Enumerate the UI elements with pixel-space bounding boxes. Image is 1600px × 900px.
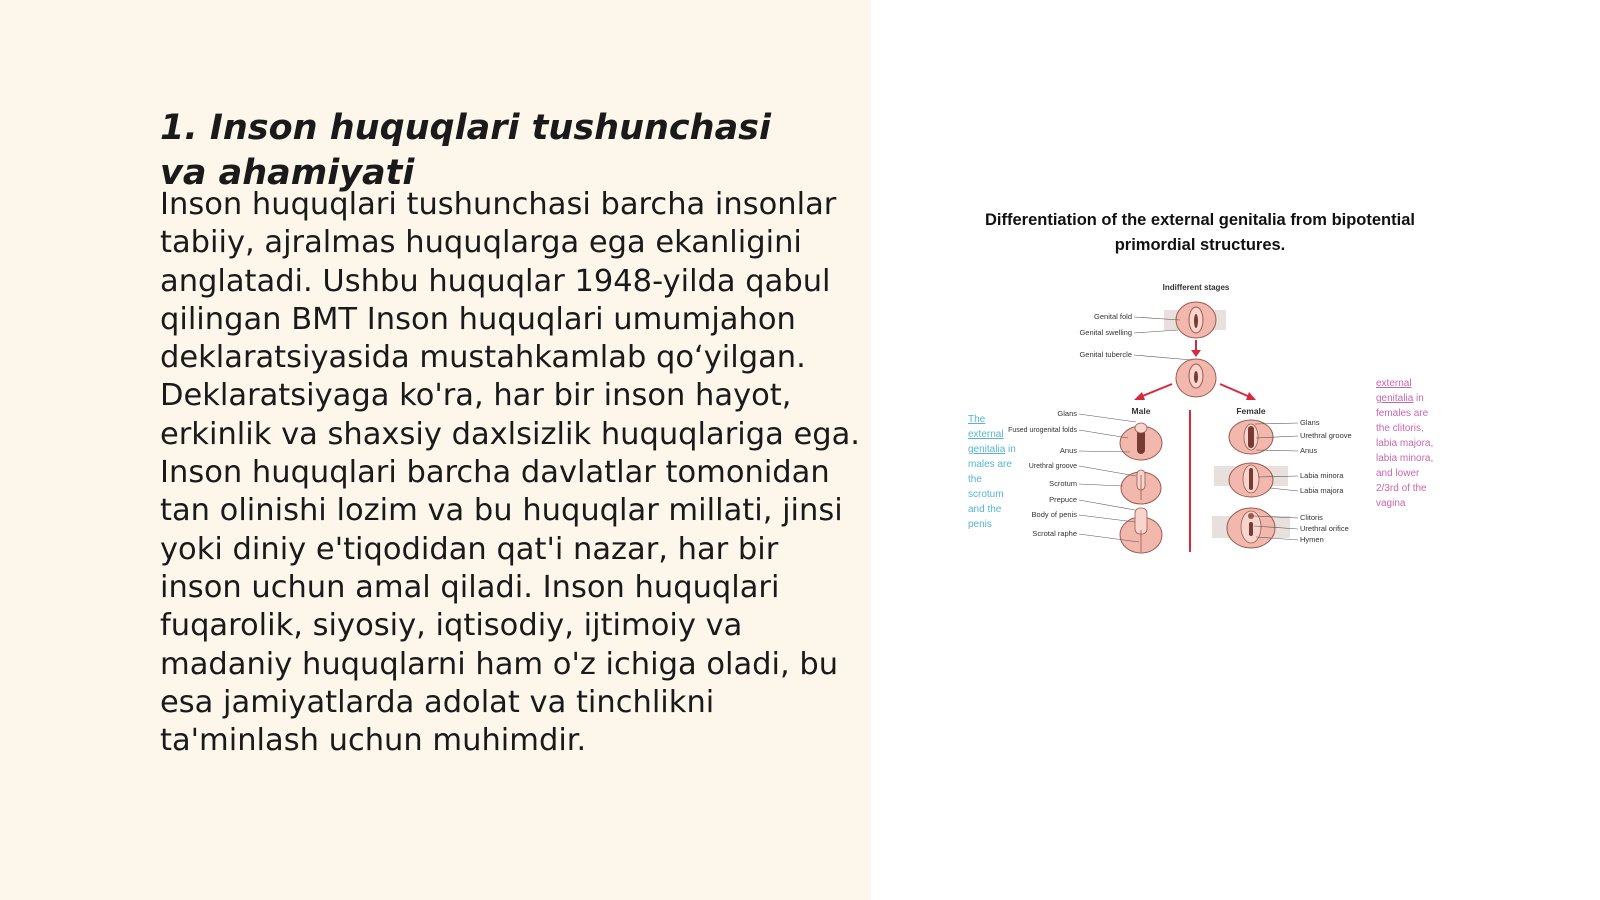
male-label-scrotal-raphe: Scrotal raphe (1032, 529, 1077, 538)
figure-title: Differentiation of the external genitalia from bipotential primordial structures. (985, 211, 1415, 254)
label-genital-tubercle: Genital tubercle (1079, 350, 1132, 359)
male-stage-3 (1120, 508, 1162, 553)
female-stage-2 (1214, 463, 1288, 497)
male-label-urethral-groove: Urethral groove (1028, 463, 1077, 470)
female-side-note (1376, 376, 1436, 511)
male-label-fused-urogenital-folds: Fused urogenital folds (1008, 427, 1077, 434)
female-label-anus: Anus (1300, 446, 1318, 455)
slide-title: 1. Inson huquqlari tushunchasi va ahamiyati (160, 108, 772, 193)
female-heading: Female (1236, 406, 1266, 416)
male-stage-2 (1121, 470, 1161, 504)
female-stage-1 (1229, 420, 1273, 454)
male-label-prepuce: Prepuce (1049, 495, 1077, 504)
male-note-text: in males are the scrotum and the penis (968, 444, 1016, 530)
male-labels (1008, 409, 1139, 542)
label-genital-fold: Genital fold (1094, 312, 1132, 321)
female-stage-3 (1212, 508, 1290, 548)
female-label-urethral-groove: Urethral groove (1300, 431, 1352, 440)
female-label-glans: Glans (1300, 418, 1320, 427)
male-label-glans: Glans (1057, 409, 1077, 418)
stage-label: Indifferent stages (1162, 283, 1230, 292)
male-label-body-of-penis: Body of penis (1031, 510, 1077, 519)
female-label-labia-majora: Labia majora (1300, 486, 1344, 495)
indifferent-stage-top (1164, 302, 1226, 338)
label-genital-swelling: Genital swelling (1079, 328, 1132, 337)
male-note-link[interactable]: The external genitalia (968, 414, 1006, 455)
female-note-text: in females are the clitoris, labia majora, labia minora, and lower 2/3rd of the vagina (1376, 393, 1434, 509)
female-label-clitoris: Clitoris (1300, 513, 1323, 522)
female-note-link[interactable]: external genitalia (1376, 378, 1414, 404)
male-side-note (968, 412, 1020, 532)
male-label-anus: Anus (1059, 446, 1077, 455)
female-label-urethral-orifice: Urethral orifice (1300, 524, 1349, 533)
indifferent-stage-bottom (1176, 359, 1216, 397)
female-label-hymen: Hymen (1300, 535, 1324, 544)
slide-body-text: Inson huquqlari tushunchasi barcha insonlar tabiiy, ajralmas huquqlarga ega ekanligini anglatadi. Ushbu huquqlar 1948-yilda qabul qilingan BMT Inson huquqlari umumjahon deklaratsiyasida mustahkamlab qo‘yilgan. Deklaratsiyaga ko'ra, har bir inson hayot, erkinlik va shaxsiy daxlsizlik huquqlariga ega. Inson huquqlari barcha davlatlar tomonidan tan olinishi lozim va bu huquqlar millati, jinsi yoki diniy e'tiqodidan qat'i nazar, har bir inson uchun amal qiladi. Inson huquqlari fuqarolik, siyosiy, iqtisodiy, ijtimoiy va madaniy huquqlarni ham o'z ichiga oladi, bu esa jamiyatlarda adolat va tinchlikni ta'minlash uchun muhimdir. (160, 187, 860, 759)
male-label-scrotum: Scrotum (1049, 479, 1077, 488)
female-label-labia-minora: Labia minora (1300, 471, 1344, 480)
male-stage-1 (1120, 423, 1162, 460)
male-heading: Male (1131, 406, 1151, 416)
